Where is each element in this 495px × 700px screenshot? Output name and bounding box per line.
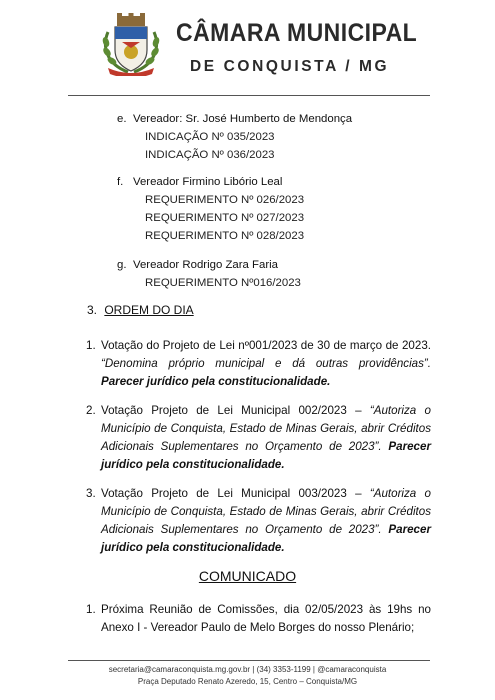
notice-text: Próxima Reunião de Comissões, dia 02/05/2023 às 19hs no Anexo I - Vereador Paulo de Melo Borges do nosso Plenário; bbox=[101, 603, 431, 634]
list-letter: e. bbox=[117, 113, 127, 125]
agenda-item bbox=[86, 337, 431, 391]
footer-contact: secretaria@camaraconquista.mg.gov.br | (34) 3353-1199 | @camaraconquista bbox=[108, 665, 387, 674]
agenda-text: Votação Projeto de Lei Municipal 003/2023 – bbox=[101, 487, 370, 500]
letterhead-subtitle: DE CONQUISTA / MG bbox=[190, 58, 390, 75]
list-letter: f. bbox=[117, 176, 124, 188]
header-divider bbox=[68, 95, 430, 96]
agenda-opinion: Parecer jurídico pela constitucionalidade. bbox=[101, 523, 431, 554]
agenda-quote: “Autoriza o Município de Conquista, Estado de Minas Gerais, abrir Créditos Adicionais Suplementares no Orçamento de 2023”. bbox=[101, 487, 431, 536]
notice-item bbox=[86, 601, 431, 637]
agenda-opinion: Parecer jurídico pela constitucionalidade. bbox=[101, 375, 331, 388]
agenda-number: 3. bbox=[86, 487, 96, 500]
agenda-number: 1. bbox=[86, 339, 96, 352]
section-heading bbox=[87, 303, 194, 317]
list-letter: g. bbox=[117, 259, 127, 271]
agenda-item bbox=[86, 485, 431, 557]
comunicado-heading: COMUNICADO bbox=[198, 568, 297, 584]
municipal-crest-icon bbox=[100, 12, 162, 76]
councillor-name: Vereador Rodrigo Zara Faria bbox=[133, 259, 278, 271]
document-ref: INDICAÇÃO Nº 035/2023 bbox=[145, 131, 275, 143]
agenda-quote: “Autoriza o Município de Conquista, Estado de Minas Gerais, abrir Créditos Adicionais Suplementares no Orçamento de 2023”. bbox=[101, 404, 431, 453]
list-item bbox=[117, 110, 353, 164]
agenda-text: Votação Projeto de Lei Municipal 002/2023 – bbox=[101, 404, 370, 417]
letterhead-title: CÂMARA MUNICIPAL bbox=[176, 19, 418, 47]
agenda-opinion: Parecer jurídico pela constitucionalidade. bbox=[101, 440, 431, 471]
councillor-name: Vereador Firmino Libório Leal bbox=[133, 176, 283, 188]
document-ref: REQUERIMENTO Nº 027/2023 bbox=[145, 212, 305, 224]
agenda-quote: “Denomina próprio municipal e dá outras providências”. bbox=[101, 357, 431, 370]
document-ref: REQUERIMENTO Nº016/2023 bbox=[145, 277, 301, 289]
footer-divider bbox=[68, 660, 430, 661]
section-title: ORDEM DO DIA bbox=[104, 303, 194, 317]
document-ref: REQUERIMENTO Nº 028/2023 bbox=[145, 230, 305, 242]
footer-address: Praça Deputado Renato Azeredo, 15, Centro – Conquista/MG bbox=[137, 677, 358, 686]
councillor-name: Vereador: Sr. José Humberto de Mendonça bbox=[133, 113, 353, 125]
list-item bbox=[117, 173, 305, 245]
agenda-item bbox=[86, 402, 431, 474]
agenda-text: Votação do Projeto de Lei nº001/2023 de 30 de março de 2023. bbox=[101, 339, 431, 352]
document-ref: REQUERIMENTO Nº 026/2023 bbox=[145, 194, 305, 206]
list-item bbox=[117, 256, 301, 292]
letterhead bbox=[0, 0, 495, 90]
agenda-number: 2. bbox=[86, 404, 96, 417]
section-number: 3. bbox=[87, 303, 98, 317]
footer bbox=[0, 664, 495, 688]
notice-number: 1. bbox=[86, 603, 96, 616]
document-ref: INDICAÇÃO Nº 036/2023 bbox=[145, 149, 275, 161]
